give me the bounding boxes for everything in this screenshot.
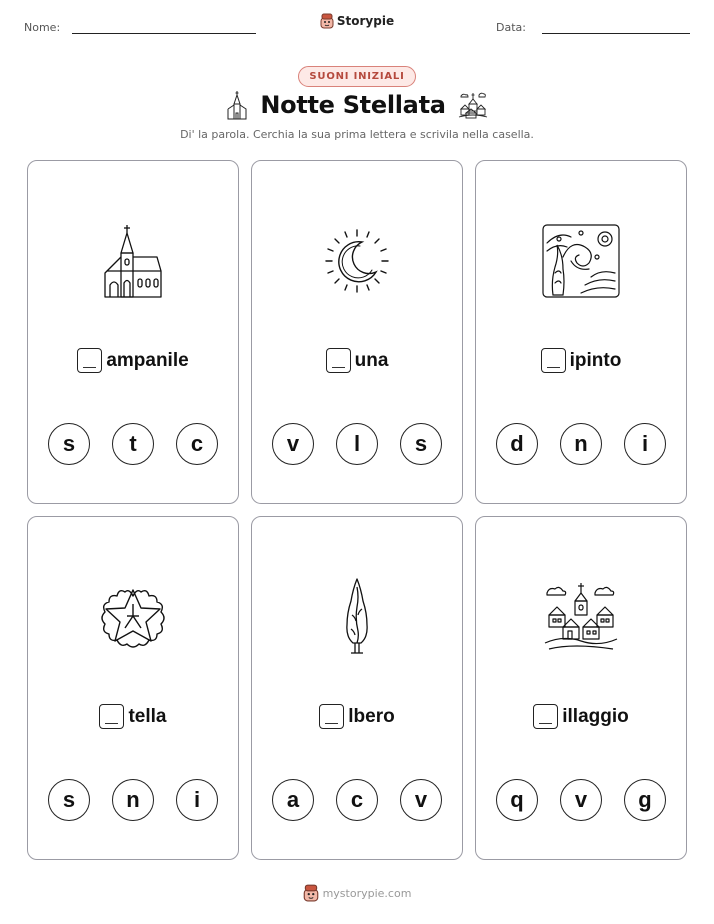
letter-choice[interactable]: t xyxy=(112,423,154,465)
letter-choice[interactable]: n xyxy=(112,779,154,821)
answer-box[interactable] xyxy=(541,348,566,373)
word-card xyxy=(251,160,463,504)
storypie-mascot-icon xyxy=(320,13,334,29)
letter-choice[interactable]: l xyxy=(336,423,378,465)
letter-choice[interactable]: g xyxy=(624,779,666,821)
letter-choice[interactable]: i xyxy=(176,779,218,821)
name-field[interactable] xyxy=(72,33,256,34)
answer-box[interactable] xyxy=(319,704,344,729)
footer-url[interactable]: mystorypie.com xyxy=(322,886,412,900)
cypress-tree-icon xyxy=(342,577,372,657)
starry-night-painting-icon xyxy=(541,223,621,299)
church-icon xyxy=(226,90,248,120)
letter-choice[interactable]: c xyxy=(176,423,218,465)
letter-choice[interactable]: a xyxy=(272,779,314,821)
letter-choice[interactable]: c xyxy=(336,779,378,821)
word-card xyxy=(475,160,687,504)
star-icon xyxy=(97,582,169,652)
storypie-mascot-icon xyxy=(303,884,319,902)
letter-choice[interactable]: n xyxy=(560,423,602,465)
letter-choice[interactable]: v xyxy=(560,779,602,821)
word-ending: una xyxy=(354,349,389,371)
brand-logo xyxy=(0,13,714,29)
name-label: Nome: xyxy=(24,21,61,34)
word-ending: lbero xyxy=(348,705,395,727)
word-ending: illaggio xyxy=(562,705,629,727)
letter-choice[interactable]: s xyxy=(48,779,90,821)
letter-choice[interactable]: d xyxy=(496,423,538,465)
instructions: Di' la parola. Cerchia la sua prima lettera e scrivila nella casella. xyxy=(180,128,534,141)
word-ending: ampanile xyxy=(106,349,189,371)
village-icon xyxy=(543,581,619,653)
word-card xyxy=(27,516,239,860)
village-icon xyxy=(458,91,488,119)
worksheet-title: Notte Stellata xyxy=(260,91,446,119)
footer xyxy=(0,884,714,902)
answer-box[interactable] xyxy=(326,348,351,373)
brand-name: Storypie xyxy=(336,14,395,28)
date-label: Data: xyxy=(496,21,526,34)
letter-choice[interactable]: s xyxy=(48,423,90,465)
letter-choice[interactable]: v xyxy=(272,423,314,465)
answer-box[interactable] xyxy=(77,348,102,373)
church-icon xyxy=(103,223,163,299)
date-field[interactable] xyxy=(542,33,690,34)
answer-box[interactable] xyxy=(533,704,558,729)
word-card xyxy=(475,516,687,860)
letter-choice[interactable]: q xyxy=(496,779,538,821)
word-card xyxy=(251,516,463,860)
word-ending: tella xyxy=(128,705,167,727)
letter-choice[interactable]: s xyxy=(400,423,442,465)
answer-box[interactable] xyxy=(99,704,124,729)
letter-choice[interactable]: i xyxy=(624,423,666,465)
letter-choice[interactable]: v xyxy=(400,779,442,821)
word-ending: ipinto xyxy=(569,349,622,371)
word-card xyxy=(27,160,239,504)
category-badge: SUONI INIZIALI xyxy=(298,66,415,87)
moon-icon xyxy=(324,228,390,294)
